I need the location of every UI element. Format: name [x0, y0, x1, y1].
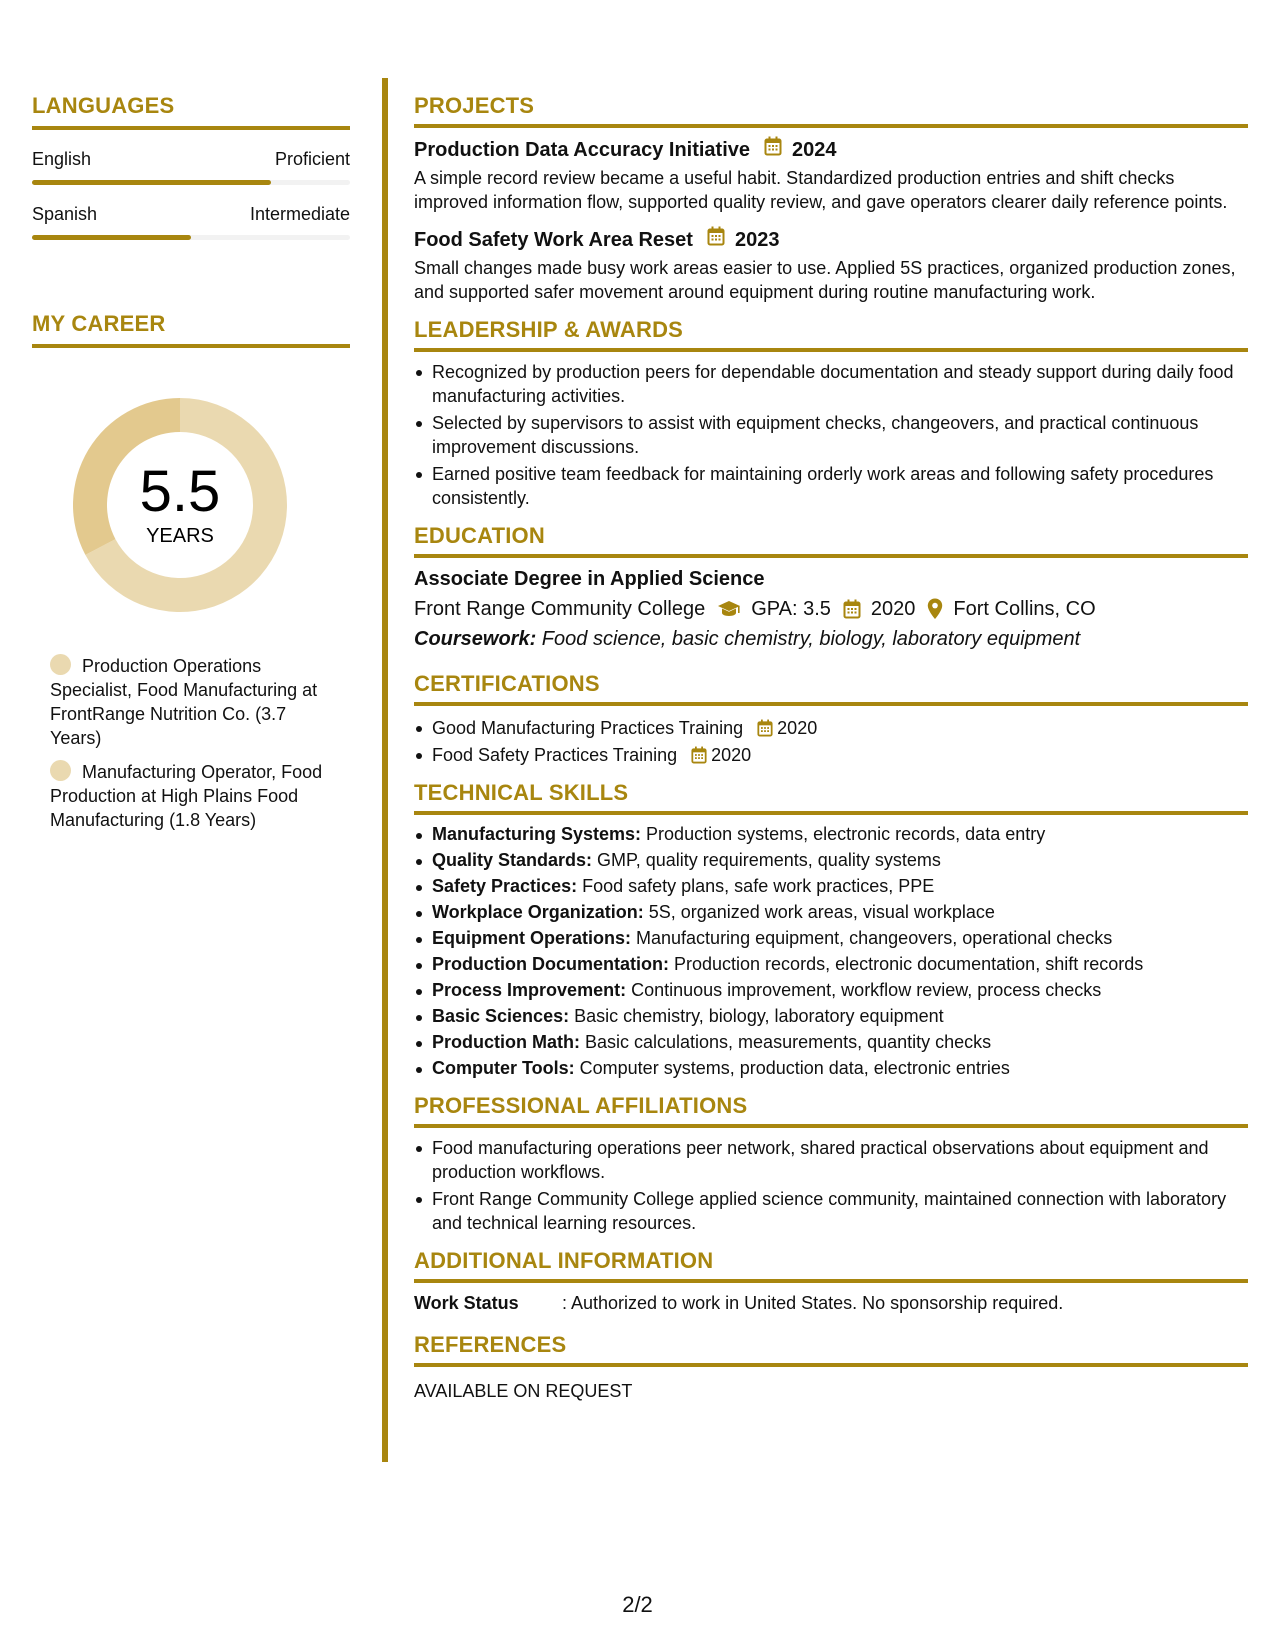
leadership-list	[414, 360, 1248, 510]
additional-info-heading: ADDITIONAL INFORMATION	[414, 1247, 1248, 1283]
career-heading: MY CAREER	[32, 310, 350, 348]
skill-label: Production Documentation:	[432, 954, 669, 974]
coursework-text: Food science, basic chemistry, biology, laboratory equipment	[536, 628, 1081, 650]
skill-label: Quality Standards:	[432, 850, 593, 870]
skill-item	[414, 1031, 1248, 1054]
education-school: Front Range Community College	[414, 598, 706, 620]
language-level: Intermediate	[249, 204, 350, 224]
project-name: Food Safety Work Area Reset	[414, 228, 693, 251]
calendar-icon	[707, 226, 725, 253]
skill-item	[414, 823, 1248, 846]
list-item: Earned positive team feedback for maintaining orderly work areas and following safety procedures consistently.	[414, 462, 1248, 510]
language-level-fill	[32, 180, 271, 185]
additional-info-section	[414, 1247, 1248, 1315]
project-description: A simple record review became a useful habit. Standardized production entries and shift checks improved information flow, supported quality review, and gave operators clearer daily reference points.	[414, 168, 1228, 212]
skills-section	[414, 779, 1248, 1080]
language-level-fill	[32, 235, 191, 240]
career-legend-text: Manufacturing Operator, Food Production at High Plains Food Manufacturing (1.8 Years)	[50, 762, 323, 830]
list-item: Front Range Community College applied science community, maintained connection with laboratory and technical learning resources.	[414, 1187, 1248, 1235]
skill-text: Production records, electronic documentation, shift records	[669, 954, 1144, 974]
languages-section	[32, 92, 350, 240]
certification-year: 2020	[711, 745, 752, 765]
certification-row	[432, 716, 1248, 740]
project-name: Production Data Accuracy Initiative	[414, 138, 751, 161]
project-item	[414, 136, 1248, 214]
left-column	[32, 92, 350, 842]
work-status-key: Work Status	[414, 1293, 519, 1313]
project-title-row	[414, 226, 1248, 253]
location-pin-icon	[927, 598, 943, 620]
coursework-label: Coursework:	[414, 628, 537, 650]
projects-heading: PROJECTS	[414, 92, 1248, 128]
list-item: Recognized by production peers for dependable documentation and steady support during daily food manufacturing activities.	[414, 360, 1248, 408]
education-heading: EDUCATION	[414, 522, 1248, 558]
leadership-section	[414, 316, 1248, 510]
certification-item	[414, 716, 1248, 740]
projects-section	[414, 92, 1248, 304]
skill-label: Equipment Operations:	[432, 928, 632, 948]
skill-text: Computer systems, production data, electronic entries	[574, 1058, 1010, 1078]
project-year: 2023	[734, 228, 780, 251]
column-divider	[382, 78, 388, 1462]
skill-label: Process Improvement:	[432, 980, 627, 1000]
certification-row	[432, 743, 1248, 767]
language-row	[32, 203, 350, 225]
career-total-unit: YEARS	[146, 525, 214, 547]
references-heading: REFERENCES	[414, 1331, 1248, 1367]
page-number: 2/2	[622, 1592, 653, 1617]
career-section	[32, 310, 350, 832]
skill-label: Safety Practices:	[432, 876, 578, 896]
skill-label: Manufacturing Systems:	[432, 824, 642, 844]
calendar-icon	[843, 599, 861, 619]
skill-item	[414, 1057, 1248, 1080]
calendar-icon	[757, 719, 773, 737]
skill-item	[414, 979, 1248, 1002]
career-legend-text: Production Operations Specialist, Food Manufacturing at FrontRange Nutrition Co. (3.7 Years)	[50, 656, 318, 748]
skills-heading: TECHNICAL SKILLS	[414, 779, 1248, 815]
career-donut-chart	[65, 390, 295, 620]
career-legend	[32, 654, 332, 832]
project-description: Small changes made busy work areas easier to use. Applied 5S practices, organized production zones, and supported safer movement around equipment during routine manufacturing work.	[414, 258, 1236, 302]
language-level: Proficient	[274, 149, 350, 169]
career-legend-item	[50, 760, 332, 832]
project-year: 2024	[792, 138, 837, 161]
skill-item	[414, 849, 1248, 872]
language-level-bar	[32, 235, 350, 240]
references-text: AVAILABLE ON REQUEST	[414, 1381, 633, 1401]
skill-item	[414, 927, 1248, 950]
skill-item	[414, 953, 1248, 976]
education-year: 2020	[870, 598, 916, 620]
graduation-cap-icon	[717, 600, 741, 618]
skill-text: Basic calculations, measurements, quantity checks	[579, 1032, 992, 1052]
certifications-list	[414, 716, 1248, 767]
skill-text: Production systems, electronic records, data entry	[641, 824, 1046, 844]
affiliations-section	[414, 1092, 1248, 1235]
skill-text: Manufacturing equipment, changeovers, operational checks	[631, 928, 1113, 948]
skill-text: Basic chemistry, biology, laboratory equipment	[569, 1006, 944, 1026]
language-item	[32, 203, 350, 240]
education-degree: Associate Degree in Applied Science	[414, 568, 765, 590]
skill-text: GMP, quality requirements, quality systems	[592, 850, 941, 870]
language-row	[32, 148, 350, 170]
project-item	[414, 226, 1248, 304]
education-gpa: GPA: 3.5	[751, 598, 831, 620]
work-status-row	[414, 1291, 1248, 1315]
skill-label: Workplace Organization:	[432, 902, 644, 922]
skill-text: Continuous improvement, workflow review, process checks	[626, 980, 1102, 1000]
certifications-heading: CERTIFICATIONS	[414, 670, 1248, 706]
language-item	[32, 148, 350, 185]
skill-item	[414, 901, 1248, 924]
certification-name: Good Manufacturing Practices Training	[432, 718, 744, 738]
certifications-section	[414, 670, 1248, 767]
education-meta	[414, 596, 1248, 622]
calendar-icon	[764, 136, 782, 163]
education-section	[414, 522, 1248, 652]
certification-item	[414, 743, 1248, 767]
certification-name: Food Safety Practices Training	[432, 745, 678, 765]
skill-item	[414, 1005, 1248, 1028]
skill-label: Production Math:	[432, 1032, 580, 1052]
references-section	[414, 1331, 1248, 1403]
list-item: Selected by supervisors to assist with equipment checks, changeovers, and practical continuous improvement discussions.	[414, 411, 1248, 459]
skill-label: Computer Tools:	[432, 1058, 575, 1078]
language-level-bar	[32, 180, 350, 185]
career-legend-item	[50, 654, 332, 750]
skill-text: 5S, organized work areas, visual workplace	[643, 902, 995, 922]
language-name: English	[32, 149, 92, 169]
work-status-value: : Authorized to work in United States. No sponsorship required.	[562, 1293, 1064, 1313]
skill-item	[414, 875, 1248, 898]
list-item: Food manufacturing operations peer network, shared practical observations about equipment and production workflows.	[414, 1136, 1248, 1184]
education-location: Fort Collins, CO	[953, 598, 1096, 620]
certification-year: 2020	[777, 718, 818, 738]
legend-dot-icon	[50, 760, 71, 781]
career-total-value: 5.5	[139, 459, 221, 524]
skill-label: Basic Sciences:	[432, 1006, 570, 1026]
education-coursework	[414, 626, 1248, 652]
affiliations-heading: PROFESSIONAL AFFILIATIONS	[414, 1092, 1248, 1128]
skills-list	[414, 823, 1248, 1080]
affiliations-list	[414, 1136, 1248, 1235]
calendar-icon	[691, 746, 707, 764]
project-title-row	[414, 136, 1248, 163]
legend-dot-icon	[50, 654, 71, 675]
skill-text: Food safety plans, safe work practices, PPE	[577, 876, 935, 896]
leadership-heading: LEADERSHIP & AWARDS	[414, 316, 1248, 352]
right-column	[414, 92, 1248, 1415]
languages-heading: LANGUAGES	[32, 92, 350, 130]
language-name: Spanish	[32, 204, 98, 224]
